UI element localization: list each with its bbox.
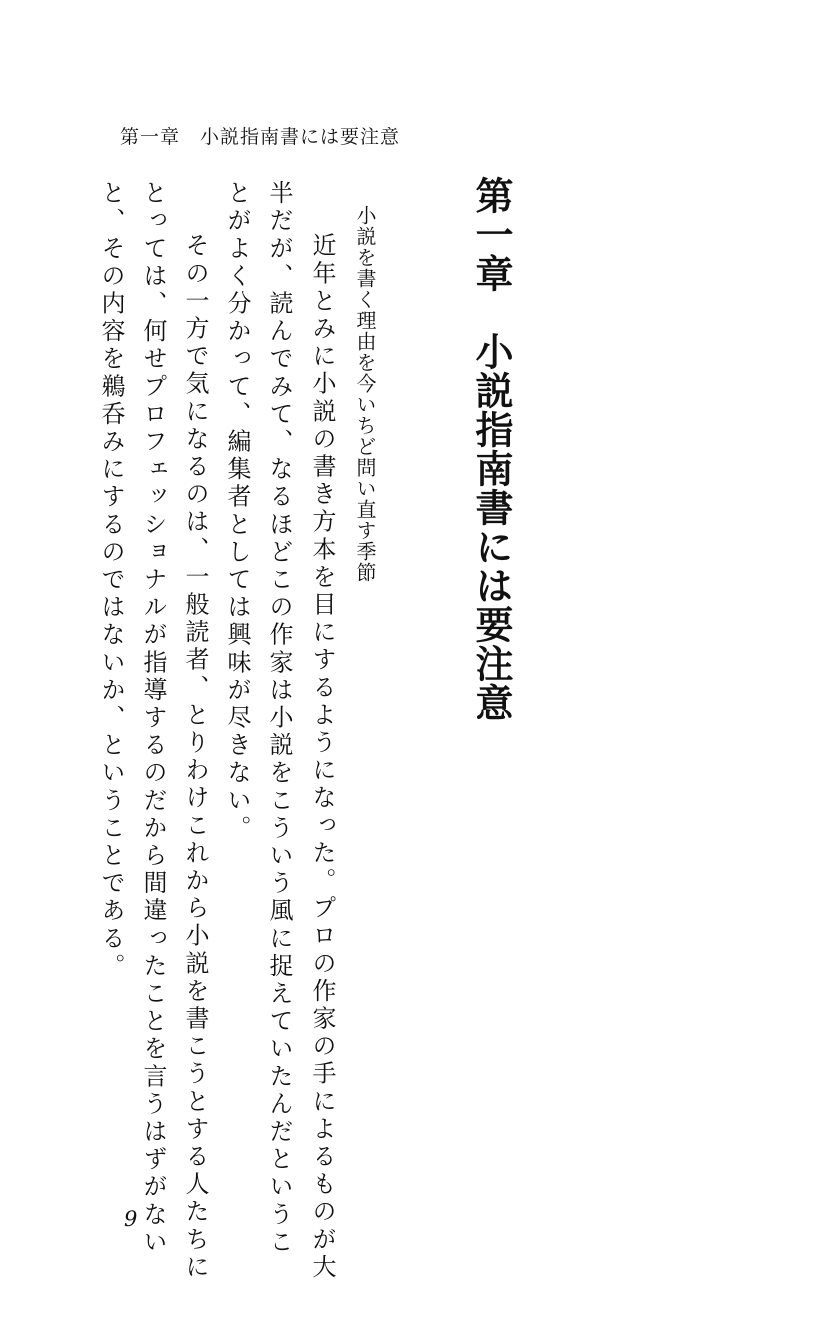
body-line-2: 半だが、読んでみて、なるほどこの作家は小説をこういう風に捉えていたんだというこ [265, 180, 293, 1257]
body-line-5: とっては、何せプロフェッショナルが指導するのだから間違ったことを言うはずがない [139, 180, 167, 1257]
running-header: 第一章 小説指南書には要注意 [120, 126, 401, 148]
body-line-3: とがよく分かって、編集者としては興味が尽きない。 [223, 180, 251, 843]
body-line-4: その一方で気になるのは、一般読者、とりわけこれから小説を書こうとする人たちに [181, 205, 209, 1282]
body-line-6: と、その内容を鵜呑みにするのではないか、ということである。 [97, 180, 125, 981]
chapter-title: 第一章 小説指南書には要注意 [469, 176, 514, 722]
page-number: 9 [124, 1207, 138, 1231]
section-heading: 小説を書く理由を今いちど問い直す季節 [353, 205, 377, 583]
body-line-1: 近年とみに小説の書き方本を目にするようになった。プロの作家の手によるものが大 [308, 205, 336, 1282]
